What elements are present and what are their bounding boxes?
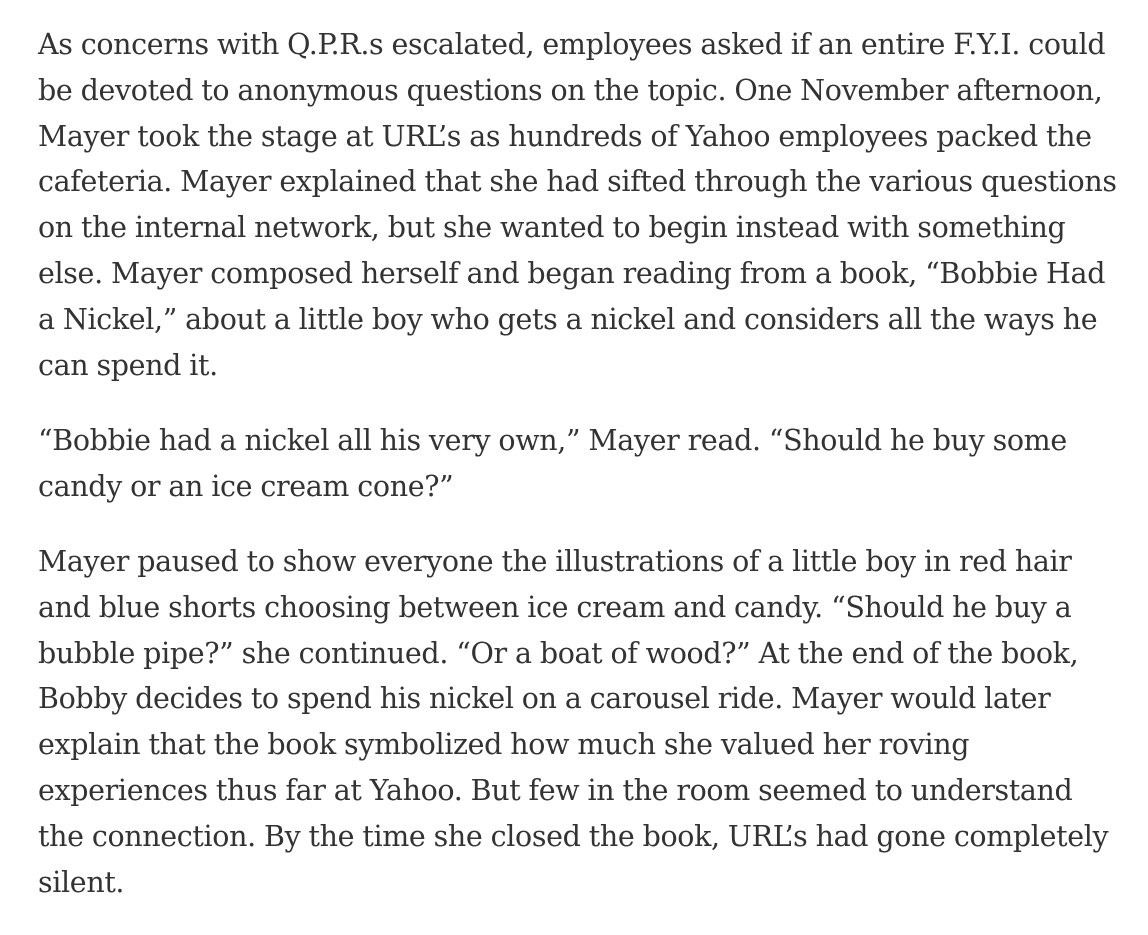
paragraph-1: As concerns with Q.P.R.s escalated, employees asked if an entire F.Y.I. could be devoted to anonymous questions on the topic. One November afternoon, Mayer took the stage at URL’s as hundreds of Yahoo employees packed the cafeteria. Mayer explained that she had sifted through the various questions on the internal network, but she wanted to begin instead with something else. Mayer composed herself and began reading from a book, “Bobbie Had a Nickel,” about a little boy who gets a nickel and considers all the ways he can spend it. (38, 28, 1117, 382)
paragraph-3: Mayer paused to show everyone the illustrations of a little boy in red hair and blue shorts choosing between ice cream and candy. “Should he buy a bubble pipe?” she continued. “Or a boat of wood?” At the end of the book, Bobby decides to spend his nickel on a carousel ride. Mayer would later explain that the book symbolized how much she valued her roving experiences thus far at Yahoo. But few in the room seemed to understand the connection. By the time she closed the book, URL’s had gone completely silent. (38, 544, 1109, 899)
article-body (38, 22, 1123, 935)
paragraph-2: “Bobbie had a nickel all his very own,” Mayer read. “Should he buy some candy or an ice cream cone?” (38, 423, 1067, 503)
